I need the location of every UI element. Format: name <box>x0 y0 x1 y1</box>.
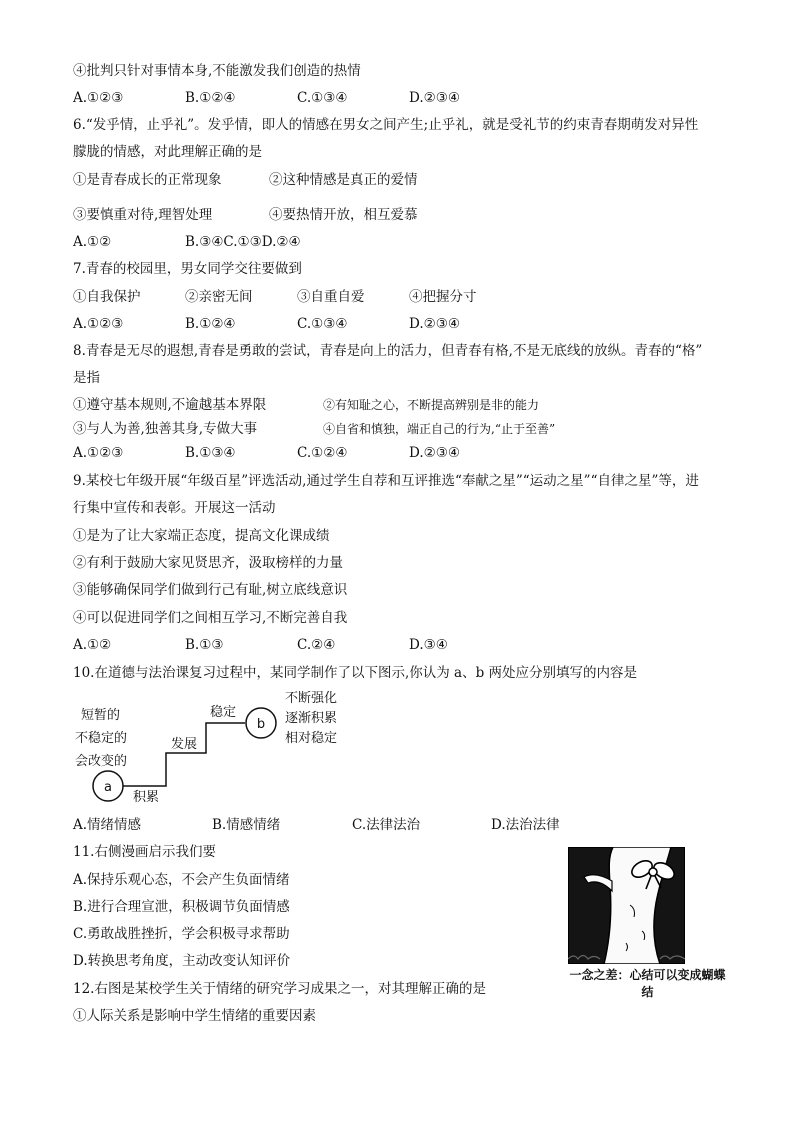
q11-option-d[interactable]: D.转换思考角度，主动改变认知评价 <box>73 953 291 969</box>
q5-options <box>73 89 553 107</box>
q8-item3: ③与人为善,独善其身,专做大事 <box>73 421 258 437</box>
right-text-1: 不断强化 <box>285 691 338 706</box>
q11-stem: 11.右侧漫画启示我们要 <box>73 844 216 860</box>
left-text-1: 短暂的 <box>81 708 121 723</box>
left-text-2: 不稳定的 <box>75 731 128 746</box>
right-text-2: 逐渐积累 <box>285 711 338 726</box>
option-d[interactable]: D.②③④ <box>409 90 460 106</box>
q6-item1: ①是青春成长的正常现象 <box>73 172 222 188</box>
q8-item2: ②有知耻之心，不断提高辨别是非的能力 <box>323 398 540 412</box>
q10-stem: 10.在道德与法治课复习过程中，某同学制作了以下图示,你认为 a、b 两处应分别填写的内容是 <box>73 665 638 681</box>
q8-options <box>73 444 553 462</box>
q6-options <box>73 233 553 251</box>
option-b[interactable]: B.情感情绪 <box>212 817 281 833</box>
q7-items <box>73 288 553 306</box>
q9-item2: ②有利于鼓励大家见贤思齐，汲取榜样的力量 <box>73 555 343 571</box>
option-a[interactable]: A.①② <box>73 234 112 250</box>
q8-items-row2 <box>73 420 556 438</box>
option-a[interactable]: A.①②③ <box>73 445 124 461</box>
q12-item1: ①人际关系是影响中学生情绪的重要因素 <box>73 1008 316 1024</box>
q6-items-row2 <box>73 206 553 224</box>
q11-option-a[interactable]: A.保持乐观心态，不会产生负面情绪 <box>73 872 290 888</box>
q8-item1: ①遵守基本规则,不逾越基本界限 <box>73 397 267 413</box>
option-b[interactable]: B.①③④ <box>185 445 236 461</box>
q9-item1: ①是为了让大家端正态度，提高文化课成绩 <box>73 528 330 544</box>
q6-item3: ③要慎重对待,理智处理 <box>73 207 213 223</box>
option-d[interactable]: D.法治法律 <box>491 817 560 833</box>
step-bottom-label: 积累 <box>133 790 160 805</box>
q9-item4: ④可以促进同学们之间相互学习,不断完善自我 <box>73 610 348 626</box>
q6-item4: ④要热情开放，相互爱慕 <box>269 207 418 223</box>
right-text-3: 相对稳定 <box>285 731 338 746</box>
option-b[interactable]: B.①③ <box>185 637 224 653</box>
option-a[interactable]: A.①②③ <box>73 316 124 332</box>
q9-options <box>73 636 553 654</box>
q11-option-b[interactable]: B.进行合理宣泄，积极调节负面情感 <box>73 899 290 915</box>
q7-item2: ②亲密无间 <box>185 289 253 305</box>
step-line <box>123 723 245 786</box>
q10-options <box>73 816 633 834</box>
step-top-label: 稳定 <box>210 705 237 720</box>
option-c[interactable]: C.法律法治 <box>352 817 421 833</box>
cartoon-tree-bow-image <box>568 847 685 964</box>
q5-item4: ④批判只针对事情本身,不能激发我们创造的热情 <box>73 63 361 79</box>
q8-stem-line1: 8.青春是无尽的遐想,青春是勇敢的尝试，青春是向上的活力，但青春有格,不是无底线的放纵。青春的“格” <box>73 343 703 359</box>
q9-stem-line2: 行集中宣传和表彰。开展这一活动 <box>73 500 276 516</box>
step-middle-label: 发展 <box>171 737 198 752</box>
q6-items-row1 <box>73 171 553 189</box>
q8-stem-line2: 是指 <box>73 370 100 386</box>
option-c[interactable]: C.①③④ <box>297 90 348 106</box>
q6-stem-line1: 6.“发乎情，止乎礼”。发乎情，即人的情感在男女之间产生;止乎礼，就是受礼节的约束青春期萌发对异性 <box>73 117 699 133</box>
option-b[interactable]: B.①②④ <box>185 316 236 332</box>
node-a-label: a <box>104 780 112 795</box>
q6-stem-line2: 朦胧的情感，对此理解正确的是 <box>73 144 262 160</box>
option-d[interactable]: D.②③④ <box>409 316 460 332</box>
option-bcd[interactable]: B.③④C.①③D.②④ <box>185 234 301 250</box>
option-a[interactable]: A.①②③ <box>73 90 124 106</box>
q7-stem: 7.青春的校园里，男女同学交往要做到 <box>73 261 302 277</box>
option-d[interactable]: D.②③④ <box>409 445 460 461</box>
option-a[interactable]: A.情绪情感 <box>73 817 142 833</box>
q12-stem: 12.右图是某校学生关于情绪的研究学习成果之一，对其理解正确的是 <box>73 981 486 997</box>
q8-items-row1 <box>73 396 553 414</box>
option-c[interactable]: C.①②④ <box>297 445 348 461</box>
q10-diagram <box>73 688 373 808</box>
q11-option-c[interactable]: C.勇敢战胜挫折，学会积极寻求帮助 <box>73 926 290 942</box>
q9-stem-line1: 9.某校七年级开展“年级百星”评选活动,通过学生自荐和互评推选“奉献之星”“运动之星”“自律之星”等，进 <box>73 473 699 489</box>
cartoon-caption: 一念之差：心结可以变成蝴蝶结 <box>569 968 726 999</box>
q6-item2: ②这种情感是真正的爱情 <box>269 172 418 188</box>
q9-item3: ③能够确保同学们做到行己有耻,树立底线意识 <box>73 582 348 598</box>
option-a[interactable]: A.①② <box>73 637 112 653</box>
left-text-3: 会改变的 <box>75 754 128 769</box>
option-b[interactable]: B.①②④ <box>185 90 236 106</box>
q7-item3: ③自重自爱 <box>297 289 365 305</box>
q7-item1: ①自我保护 <box>73 289 141 305</box>
q7-options <box>73 315 553 333</box>
option-d[interactable]: D.③④ <box>409 637 448 653</box>
q8-item4: ④自省和慎独，端正自己的行为,“止于至善” <box>323 422 556 436</box>
q7-item4: ④把握分寸 <box>409 289 477 305</box>
option-c[interactable]: C.①③④ <box>297 316 348 332</box>
node-b-label: b <box>256 717 266 732</box>
option-c[interactable]: C.②④ <box>297 637 336 653</box>
